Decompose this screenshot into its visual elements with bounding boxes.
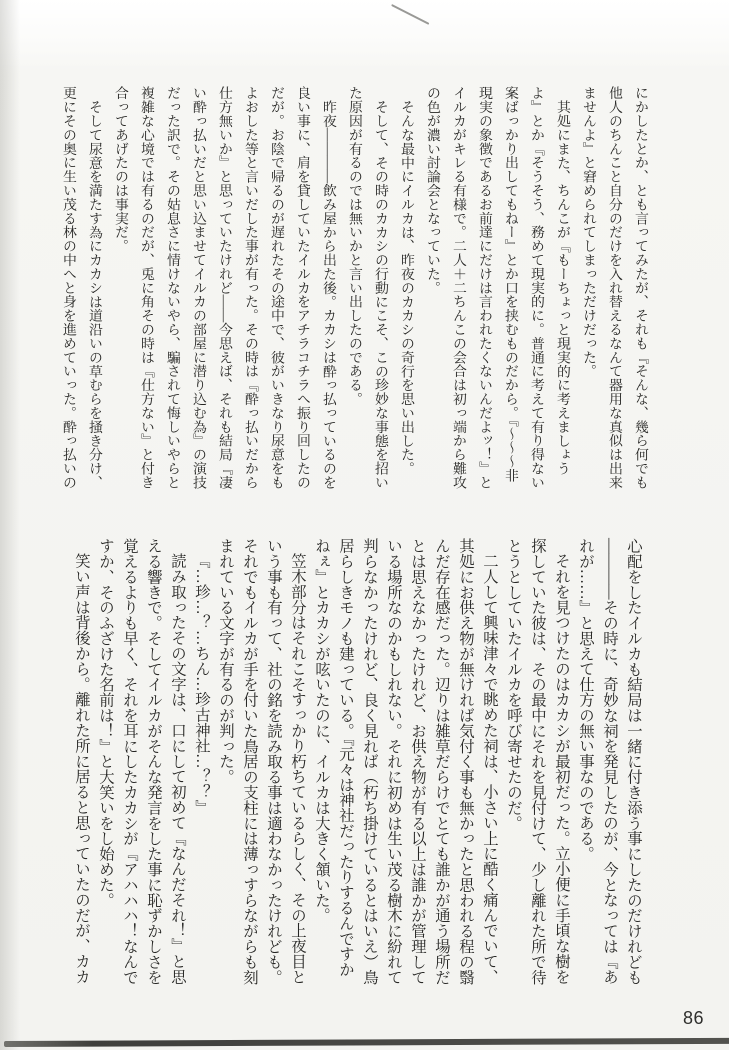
paragraph: 二人して興味津々で眺めた祠は、小さい上に酷く痛んでいて、其処にお供え物が無ければ気付く事も無かったと思われる程の翳んだ存在感だった。辺りは雑草だらけでとても誰かが通う場所だとは思えなかったけれど、お供え物が有る以上は誰かが管理している場所なのかもしれない。それに初めは生い茂る樹木に紛れて判らなかったけれど、良く見れば（朽ち掛けているとはいえ）鳥居らしきモノも建っている。『元々は神社だったりするんですかねぇ』とカカシが呟いたのに、イルカは大きく頷いた。 [313, 538, 498, 985]
scan-left-shading [0, 0, 20, 1050]
paragraph: 『…珍…？…ちん…珍古神社…？？』 [193, 553, 210, 816]
text-block-bottom [65, 538, 645, 987]
text-block-top [52, 86, 652, 491]
page-number: 86 [683, 1008, 705, 1028]
scan-top-shading [0, 0, 729, 70]
paragraph: 読み取ったその文字は、口にして初めて『なんだそれ！』と思える響きで。そしてイルカがそんな発言をした事に恥ずかしさを覚えるよりも早く、それを耳にしたカカシが『アハハハ！なんですか、そのふざけた名前は！』と大笑いをし始めた。 [97, 538, 186, 985]
paragraph: 笑い声は背後から。離れた所に居ると思っていたのだが、カカ [73, 553, 90, 985]
paragraph: 笠木部分はそれこそすっかり朽ちているらしく、その上夜目という事も有って、社の銘を読み取る事は適わなかったけれども。それでもイルカが手を付いた鳥居の支柱には薄っすらながらも刻まれている文字が有るのが判った。 [217, 538, 306, 985]
paragraph: 其処にまた、ちんこが『もーちょっと現実的に考えましょうよ』とか『そうそう、務めて現実的に。普通に考えて有り得ない案ばっかり出してもねー』とか口を挟むものだから。『〜〜〜非現実の象徴であるお前達にだけは言われたくないんだよッ！』とイルカがキレる有様で。二人＋二ちんこの会合は初っ端から難攻の色が濃い討論会となっていた。 [424, 86, 569, 490]
scan-bottom-edge [4, 1038, 729, 1047]
paragraph: にかしたとか、とも言ってみたが、それも『そんな、幾ら何でも他人のちんこと自分のだけを入れ替えるなんて器用な真似は出来ませんよ』と窘められてしまっただけだった。 [580, 86, 647, 490]
paragraph: 心配をしたイルカも結局は一緒に付き添う事にしたのだけれども――――その時に、奇妙な祠を発見したのが、今となっては『あれが……』と思えて仕方の無い事なのである。 [577, 538, 642, 985]
paragraph: そして尿意を満たす為にカカシは道沿いの草むらを掻き分け、更にその奥に生い茂る林の中へと身を進めていった。酔っ払いの [60, 86, 101, 490]
scan-scratch-mark [391, 4, 429, 25]
paragraph: それを見つけたのはカカシが最初だった。立小便に手頃な樹を探していた彼は、その最中にそれを見付けて、少し離れた所で待とうとしていたイルカを呼び寄せたのだ。 [505, 538, 570, 985]
paragraph: そして、その時のカカシの行動にこそ、この珍妙な事態を招いた原因が有るのでは無いかと言い出したのである。 [346, 86, 387, 490]
paragraph: そんな最中にイルカは、昨夜のカカシの奇行を思い出した。 [398, 99, 413, 476]
paragraph: 昨夜――――飲み屋から出た後。カカシは酔っ払っているのを良い事に、肩を貸していたイルカをアチラコチラへ振り回したのだが。お陰で帰るのが遅れたその途中で、彼がいきなり尿意をもよおした等と言いだした事が有った。その時は『酔っ払いだから仕方無いか』と思っていたけれど――今思えば、それも結局『凄い酔っ払いだと思い込ませてイルカの部屋に潜り込む為』の演技だった訳で。その姑息さに情けないやら、騙されて悔しいやらと複雑な心境では有るのだが、兎に角その時は『仕方ない』と付き合ってあげたのは事実だ。 [112, 86, 335, 490]
